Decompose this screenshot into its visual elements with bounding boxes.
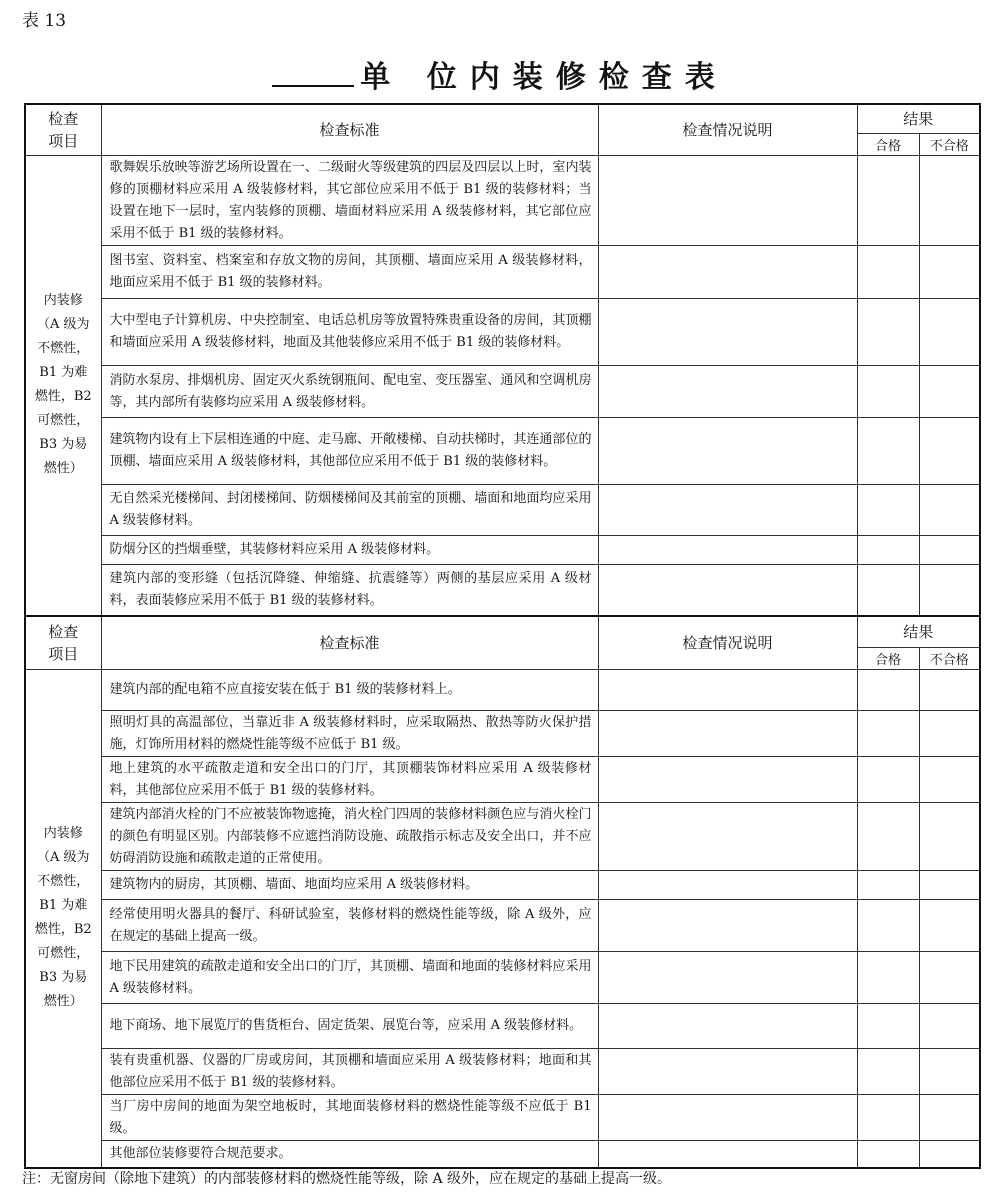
header-check-item [25,616,101,669]
standard-text: 地下民用建筑的疏散走道和安全出口的门厅，其顶棚、墙面和地面的装修材料应采用 A 级装修材料。 [101,951,598,1003]
notes-cell[interactable] [598,1094,857,1140]
notes-cell[interactable] [598,155,857,245]
notes-cell[interactable] [598,899,857,951]
notes-cell[interactable] [598,484,857,535]
unit-name-blank[interactable] [272,57,354,87]
standard-text: 照明灯具的高温部位，当靠近非 A 级装修材料时，应采取隔热、散热等防火保护措施，灯饰所用材料的燃烧性能等级不应低于 B1 级。 [101,710,598,756]
standard-text: 建筑物内设有上下层相连通的中庭、走马廊、开敞楼梯、自动扶梯时，其连通部位的顶棚、墙面应采用 A 级装修材料，其他部位应采用不低于 B1 级的装修材料。 [101,417,598,484]
header-check-standard: 检查标准 [101,104,598,155]
fail-cell[interactable] [919,298,980,365]
pass-cell[interactable] [857,1003,919,1048]
pass-cell[interactable] [857,1094,919,1140]
pass-cell[interactable] [857,484,919,535]
pass-cell[interactable] [857,1140,919,1168]
notes-cell[interactable] [598,951,857,1003]
header-pass: 合格 [857,647,919,669]
footnote: 注：无窗房间（除地下建筑）的内部装修材料的燃烧性能等级，除 A 级外，应在规定的基础上提高一级。 [22,1171,672,1187]
standard-text: 建筑内部的配电箱不应直接安装在低于 B1 级的装修材料上。 [101,669,598,710]
standard-text: 地下商场、地下展览厅的售货柜台、固定货架、展览台等，应采用 A 级装修材料。 [101,1003,598,1048]
pass-cell[interactable] [857,870,919,899]
notes-cell[interactable] [598,417,857,484]
fail-cell[interactable] [919,1140,980,1168]
header-check-standard: 检查标准 [101,616,598,669]
standard-text: 建筑内部消火栓的门不应被装饰物遮掩，消火栓门四周的装修材料颜色应与消火栓门的颜色有明显区别。内部装修不应遮挡消防设施、疏散指示标志及安全出口，并不应妨碍消防设施和疏散走道的正常使用。 [101,802,598,870]
inspection-table-section-2 [24,615,981,1169]
fail-cell[interactable] [919,365,980,417]
pass-cell[interactable] [857,899,919,951]
table-number-label: 表 13 [22,11,67,31]
notes-cell[interactable] [598,245,857,298]
fail-cell[interactable] [919,417,980,484]
pass-cell[interactable] [857,1048,919,1094]
category-label: 内装修 （A 级为 不燃性， B1 为难 燃性，B2 可燃性， B3 为易 燃性） [34,826,92,1010]
standard-text: 建筑内部的变形缝（包括沉降缝、伸缩缝、抗震缝等）两侧的基层应采用 A 级材料，表面装修应采用不低于 B1 级的装修材料。 [101,564,598,616]
fail-cell[interactable] [919,535,980,564]
standard-text: 大中型电子计算机房、中央控制室、电话总机房等放置特殊贵重设备的房间，其顶棚和墙面应采用 A 级装修材料，地面及其他装修应采用不低于 B1 级的装修材料。 [101,298,598,365]
standard-text: 图书室、资料室、档案室和存放文物的房间，其顶棚、墙面应采用 A 级装修材料，地面应采用不低于 B1 级的装修材料。 [101,245,598,298]
pass-cell[interactable] [857,155,919,245]
header-check-notes: 检查情况说明 [598,104,857,155]
notes-cell[interactable] [598,365,857,417]
standard-text: 无自然采光楼梯间、封闭楼梯间、防烟楼梯间及其前室的顶棚、墙面和地面均应采用 A 级装修材料。 [101,484,598,535]
notes-cell[interactable] [598,756,857,802]
fail-cell[interactable] [919,1048,980,1094]
fail-cell[interactable] [919,564,980,616]
standard-text: 歌舞娱乐放映等游艺场所设置在一、二级耐火等级建筑的四层及四层以上时，室内装修的顶棚材料应采用 A 级装修材料，其它部位应采用不低于 B1 级的装修材料；当设置在地下一层时，室内装修的顶棚、墙面材料应采用 A 级装修材料，其它部位应采用不低于 B1 级的装修材料。 [101,155,598,245]
pass-cell[interactable] [857,535,919,564]
pass-cell[interactable] [857,564,919,616]
standard-text: 当厂房中房间的地面为架空地板时，其地面装修材料的燃烧性能等级不应低于 B1 级。 [101,1094,598,1140]
fail-cell[interactable] [919,155,980,245]
pass-cell[interactable] [857,245,919,298]
fail-cell[interactable] [919,899,980,951]
standard-text: 装有贵重机器、仪器的厂房或房间，其顶棚和墙面应采用 A 级装修材料；地面和其他部位应采用不低于 B1 级的装修材料。 [101,1048,598,1094]
inspection-table-section-1 [24,103,981,617]
fail-cell[interactable] [919,756,980,802]
notes-cell[interactable] [598,535,857,564]
notes-cell[interactable] [598,870,857,899]
header-result: 结果 [857,104,980,133]
header-pass: 合格 [857,133,919,155]
notes-cell[interactable] [598,669,857,710]
header-fail: 不合格 [919,647,980,669]
notes-cell[interactable] [598,1140,857,1168]
category-label: 内装修 （A 级为 不燃性， B1 为难 燃性，B2 可燃性， B3 为易 燃性） [34,293,92,477]
standard-text: 其他部位装修要符合规范要求。 [101,1140,598,1168]
notes-cell[interactable] [598,1048,857,1094]
fail-cell[interactable] [919,1003,980,1048]
standard-text: 地上建筑的水平疏散走道和安全出口的门厅，其顶棚装饰材料应采用 A 级装修材料，其他部位应采用不低于 B1 级的装修材料。 [101,756,598,802]
fail-cell[interactable] [919,484,980,535]
fail-cell[interactable] [919,710,980,756]
document-title [0,52,1000,96]
notes-cell[interactable] [598,298,857,365]
notes-cell[interactable] [598,802,857,870]
header-check-item [25,104,101,155]
pass-cell[interactable] [857,710,919,756]
notes-cell[interactable] [598,564,857,616]
standard-text: 建筑物内的厨房，其顶棚、墙面、地面均应采用 A 级装修材料。 [101,870,598,899]
pass-cell[interactable] [857,365,919,417]
pass-cell[interactable] [857,417,919,484]
pass-cell[interactable] [857,756,919,802]
fail-cell[interactable] [919,802,980,870]
category-interior-decoration [25,669,101,1168]
header-result: 结果 [857,616,980,647]
pass-cell[interactable] [857,802,919,870]
pass-cell[interactable] [857,951,919,1003]
header-check-notes: 检查情况说明 [598,616,857,669]
pass-cell[interactable] [857,298,919,365]
header-check-item-text: 检查 项目 [48,622,79,663]
header-fail: 不合格 [919,133,980,155]
category-interior-decoration [25,155,101,616]
notes-cell[interactable] [598,710,857,756]
fail-cell[interactable] [919,245,980,298]
standard-text: 消防水泵房、排烟机房、固定灭火系统钢瓶间、配电室、变压器室、通风和空调机房等，其内部所有装修均应采用 A 级装修材料。 [101,365,598,417]
fail-cell[interactable] [919,669,980,710]
pass-cell[interactable] [857,669,919,710]
fail-cell[interactable] [919,870,980,899]
title-text: 单 位内装修检查表 [360,60,728,95]
header-check-item-text: 检查 项目 [48,109,79,150]
fail-cell[interactable] [919,1094,980,1140]
fail-cell[interactable] [919,951,980,1003]
notes-cell[interactable] [598,1003,857,1048]
standard-text: 经常使用明火器具的餐厅、科研试验室，装修材料的燃烧性能等级，除 A 级外，应在规定的基础上提高一级。 [101,899,598,951]
standard-text: 防烟分区的挡烟垂壁，其装修材料应采用 A 级装修材料。 [101,535,598,564]
